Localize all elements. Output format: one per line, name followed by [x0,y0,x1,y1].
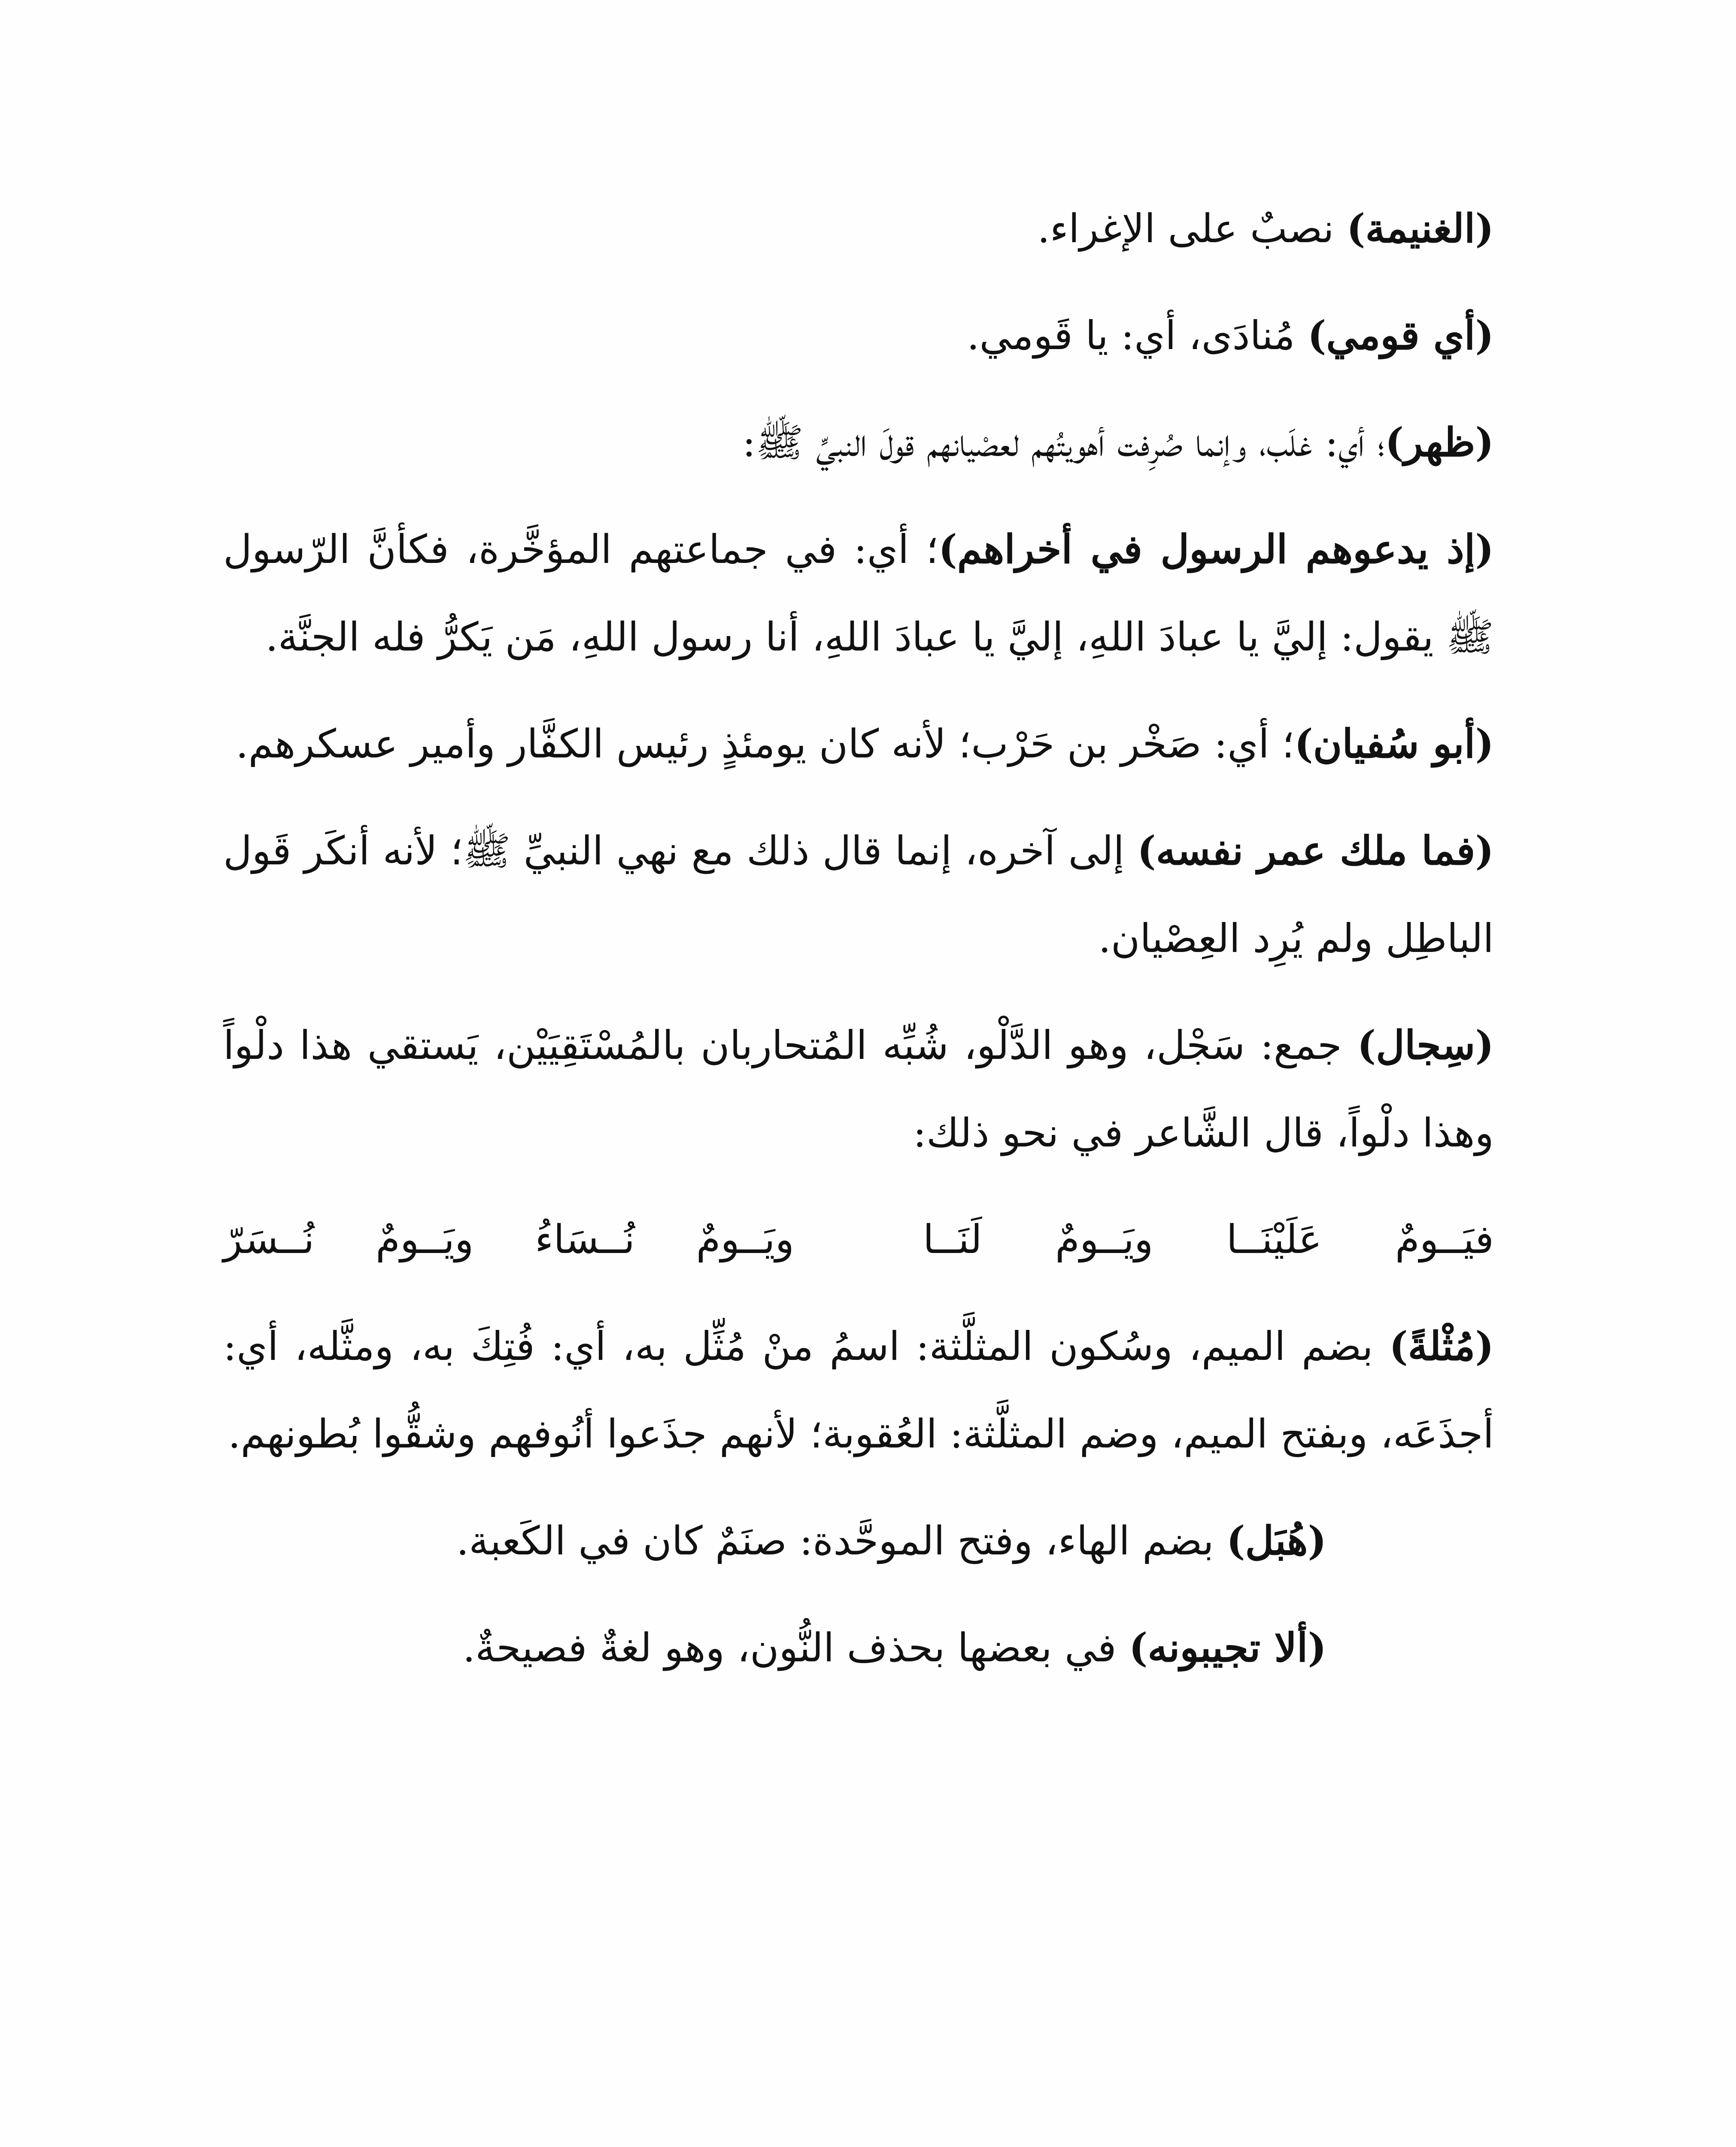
paragraph-muthla [223,1302,1494,1478]
paragraph-sijal [223,1001,1494,1177]
paragraph-heading: (إذ يدعوهم الرسول في أخراهم) [938,526,1494,572]
paragraph-zahara [223,398,1494,487]
paragraph-body: بضم الهاء، وفتح الموحَّدة: صنَمٌ كان في الكَعبة. [456,1518,1226,1564]
paragraph-heading: (أبو سُفيان) [1294,721,1494,767]
paragraph-idh-yadauhum [223,505,1494,681]
paragraph-abu-sufyan [223,700,1494,788]
paragraph-body: ؛ أي: في جماعتهم المؤخَّرة، فكأنَّ الرّسول ﷺ يقول: إليَّ يا عبادَ اللهِ، إليَّ يا عبادَ اللهِ، أنا رسول اللهِ، مَن يَكرُّ فله الجنَّة. [223,526,1494,660]
paragraph-ala-tujibunahu [223,1604,1494,1692]
paragraph-heading: (ألا تجيبونه) [1129,1624,1326,1671]
paragraph-heading: (الغنيمة) [1346,205,1494,252]
paragraph-body: ؛ أي: غلَب، وإنما صُرِفت أهويتُهم لعصْيانهم قولَ النبيِّ ﷺ: [742,420,1385,465]
paragraph-body: نصبٌ على الإغراء. [1037,206,1347,252]
paragraph-ghanima [223,185,1494,273]
paragraph-heading: (فما ملك عمر نفسه) [1137,827,1494,874]
paragraph-heading: (هُبَل) [1226,1517,1326,1564]
paragraph-body: مُنادَى، أي: يا قَومي. [967,313,1308,359]
verse-second-hemistich: ويَــومٌ نُــسَاءُ ويَــومٌ نُــسَرّ [223,1216,794,1262]
paragraph-body: في بعضها بحذف النُّون، وهو لغةٌ فصيحةٌ. [462,1625,1129,1671]
paragraph-body: بضم الميم، وسُكون المثلَّثة: اسمُ منْ مُثِّل به، أي: فُتِكَ به، ومثَّله، أي: أجذَعَه، وبفتح الميم، وضم المثلَّثة: العُقوبة؛ لأنهم جذَعوا أنُوفهم وشقُّوا بُطونهم. [223,1323,1494,1457]
paragraph-heading: (أي قومي) [1307,312,1494,359]
paragraph-heading: (سِجال) [1357,1022,1494,1068]
paragraph-hubal [223,1497,1494,1585]
paragraph-ay-qawmi [223,292,1494,380]
paragraph-body: جمع: سَجْل، وهو الدَّلْو، شُبِّه المُتحاربان بالمُسْتَقِيَيْن، يَستقي هذا دلْواً وهذا دلْواً، قال الشَّاعر في نحو ذلك: [223,1022,1494,1156]
paragraph-body: إلى آخره، إنما قال ذلك مع نهي النبيِّ ﷺ؛ لأنه أنكَر قَول الباطِل ولم يُرِد العِصْيان. [223,828,1494,961]
paragraph-fama-malaka [223,807,1494,982]
commentary-text [223,185,1494,1711]
paragraph-body: ؛ أي: صَخْر بن حَرْب؛ لأنه كان يومئذٍ رئيس الكفَّار وأمير عسكرهم. [236,721,1295,767]
poetry-verse [223,1196,1494,1283]
paragraph-heading: (مُثْلةً) [1389,1323,1494,1369]
paragraph-heading: (ظهر) [1385,419,1494,465]
verse-first-hemistich: فيَــومٌ عَلَيْنَــا ويَــومٌ لَنَــا [923,1216,1494,1262]
